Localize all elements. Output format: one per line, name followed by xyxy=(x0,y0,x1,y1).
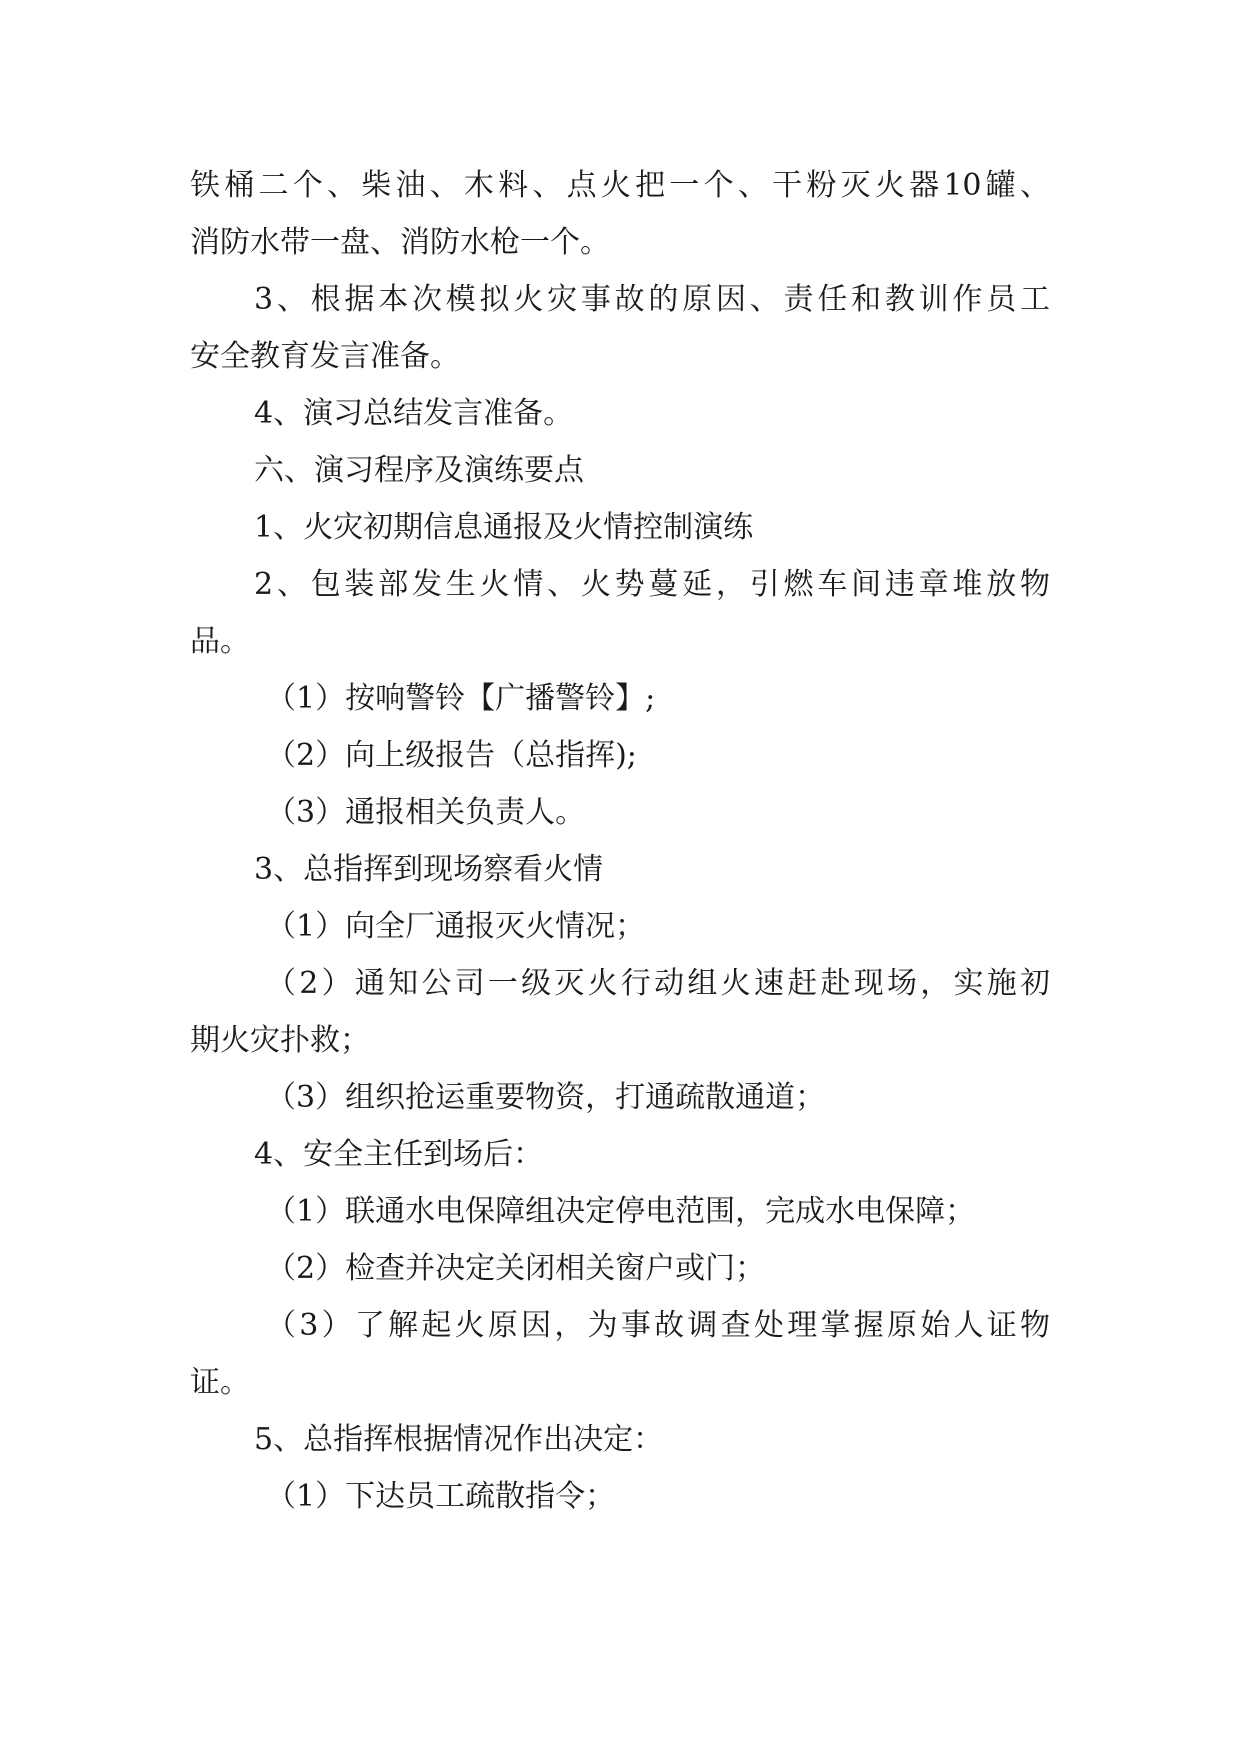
paragraph-line: 3、总指挥到现场察看火情 xyxy=(254,852,604,887)
list-item: （2）向上级报告（总指挥); xyxy=(266,738,637,773)
paragraph-line: 3、根据本次模拟火灾事故的原因、责任和教训作员工 xyxy=(254,282,1050,317)
list-item: （1）下达员工疏散指令； xyxy=(266,1479,616,1514)
list-item: （3）组织抢运重要物资，打通疏散通道； xyxy=(266,1080,826,1115)
paragraph-line: 1、火灾初期信息通报及火情控制演练 xyxy=(254,510,754,545)
list-item: （1）向全厂通报灭火情况； xyxy=(266,909,646,944)
paragraph-line: 安全教育发言准备。 xyxy=(190,339,460,374)
paragraph-line: 证。 xyxy=(190,1365,250,1400)
paragraph-line: 4、安全主任到场后： xyxy=(254,1137,544,1172)
list-item: （3）通报相关负责人。 xyxy=(266,795,586,830)
paragraph-line: 铁桶二个、柴油、木料、点火把一个、干粉灭火器10罐、 xyxy=(190,168,1050,203)
list-item: （3）了解起火原因，为事故调查处理掌握原始人证物 xyxy=(266,1308,1050,1343)
paragraph-line: 4、演习总结发言准备。 xyxy=(254,396,574,431)
paragraph-line: 期火灾扑救； xyxy=(190,1023,370,1058)
paragraph-line: 品。 xyxy=(190,624,250,659)
list-item: （1）按响警铃【广播警铃】; xyxy=(266,681,656,716)
list-item: （2）检查并决定关闭相关窗户或门； xyxy=(266,1251,766,1286)
list-item: （2）通知公司一级灭火行动组火速赶赴现场，实施初 xyxy=(266,966,1050,1001)
section-heading: 六、演习程序及演练要点 xyxy=(254,453,584,488)
paragraph-line: 消防水带一盘、消防水枪一个。 xyxy=(190,225,610,260)
paragraph-line: 2、包装部发生火情、火势蔓延，引燃车间违章堆放物 xyxy=(254,567,1050,602)
paragraph-line: 5、总指挥根据情况作出决定： xyxy=(254,1422,664,1457)
list-item: （1）联通水电保障组决定停电范围，完成水电保障； xyxy=(266,1194,976,1229)
